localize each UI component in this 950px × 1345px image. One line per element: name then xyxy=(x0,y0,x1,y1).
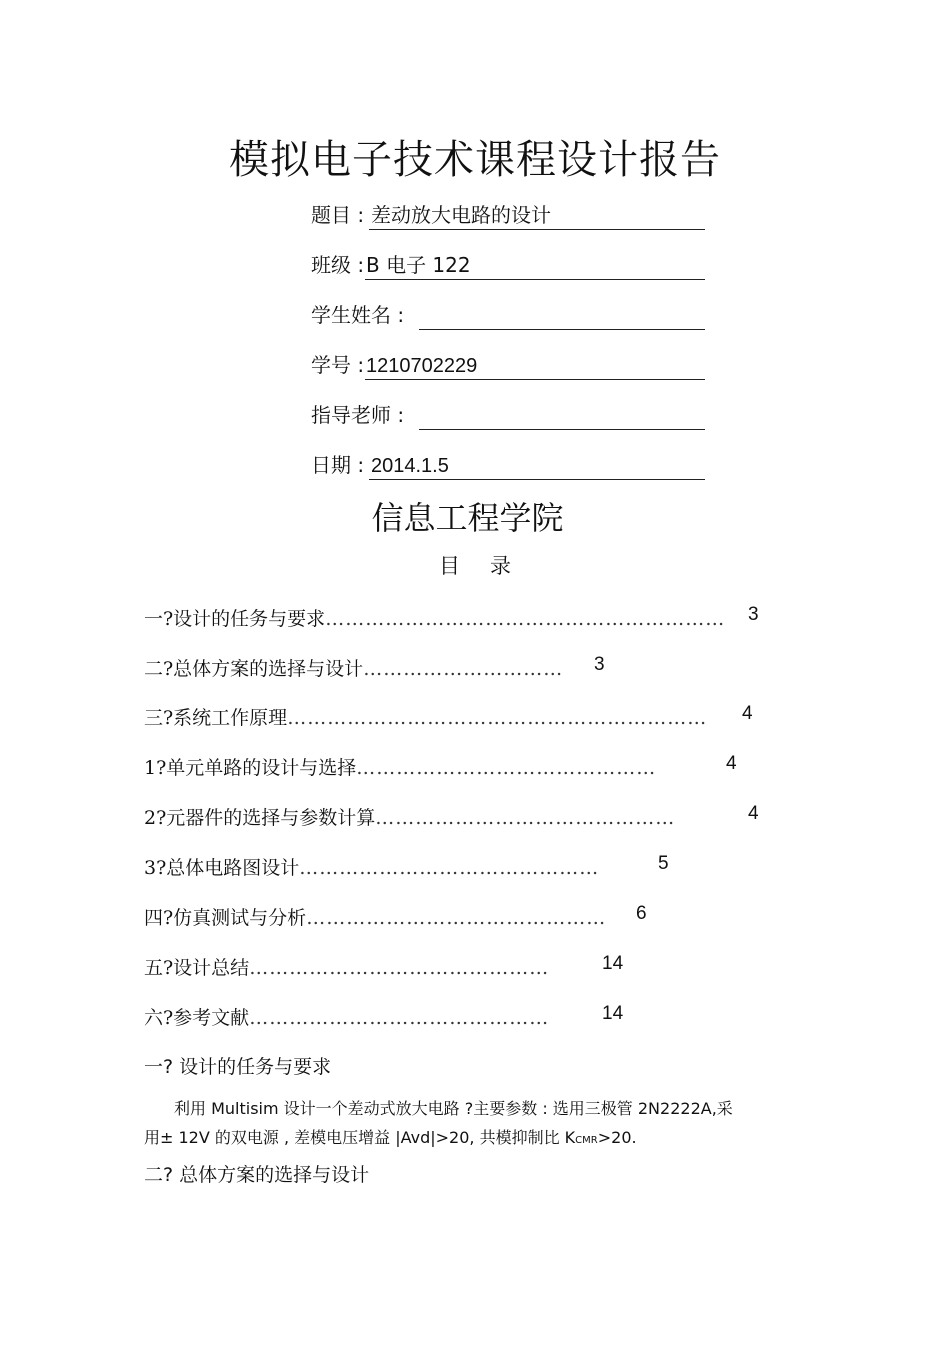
toc-item-label: 2?元器件的选择与参数计算 xyxy=(144,807,376,829)
field-class-label: 班级 : xyxy=(311,253,365,277)
toc-item xyxy=(144,654,614,680)
field-date-label: 日期 : xyxy=(311,453,365,477)
field-student-name-label: 学生姓名 : xyxy=(311,303,405,327)
toc-item xyxy=(144,1003,704,1029)
toc-item-label: 一?设计的任务与要求 xyxy=(144,608,326,630)
toc-item-label: 五?设计总结 xyxy=(144,957,250,979)
toc-item xyxy=(144,953,704,979)
toc-item-page: 4 xyxy=(742,703,753,724)
toc-item-page: 14 xyxy=(602,1003,624,1024)
section-heading-scheme: 二? 总体方案的选择与设计 xyxy=(144,1164,370,1186)
section-task-line-1: 利用 Multisim 设计一个差动式放大电路 ?主要参数 : 选用三极管 2N2222A,采 xyxy=(174,1099,733,1118)
toc-item-label: 四?仿真测试与分析 xyxy=(144,907,307,929)
toc-item-page: 5 xyxy=(658,853,669,874)
toc-item-dots: …………………………………………………… xyxy=(325,608,726,630)
toc-item-dots: ……………………………………… xyxy=(249,957,550,979)
field-student-name-underline xyxy=(419,329,705,330)
field-advisor xyxy=(311,400,705,430)
toc-heading: 目录 xyxy=(439,554,541,578)
toc-item-dots: ……………………………………… xyxy=(249,1007,550,1029)
toc-item-label: 六?参考文献 xyxy=(144,1007,250,1029)
toc-item-label: 3?总体电路图设计 xyxy=(144,857,300,879)
college-name: 信息工程学院 xyxy=(371,499,564,537)
field-topic-underline xyxy=(369,229,705,230)
toc-item-label: 1?单元单路的设计与选择 xyxy=(144,757,357,779)
field-class-value: B 电子 122 xyxy=(366,253,471,277)
field-student-id-value: 1210702229 xyxy=(366,355,478,377)
toc-item-dots: ……………………………………… xyxy=(306,907,607,929)
field-class xyxy=(311,250,705,280)
toc-item-label: 二?总体方案的选择与设计 xyxy=(144,658,364,680)
toc-item-page: 6 xyxy=(636,903,647,924)
toc-item-dots: ………………………… xyxy=(363,658,564,680)
toc-item-page: 4 xyxy=(726,753,737,774)
report-title: 模拟电子技术课程设计报告 xyxy=(229,137,721,183)
toc-item xyxy=(144,853,704,879)
toc-item-dots: ……………………………………… xyxy=(299,857,600,879)
field-student-id-underline xyxy=(365,379,705,380)
toc-item-page: 3 xyxy=(594,654,605,675)
toc-item-page: 4 xyxy=(748,803,759,824)
field-student-id-label: 学号 : xyxy=(311,353,365,377)
toc-item-page: 3 xyxy=(748,604,759,625)
field-date-underline xyxy=(369,479,705,480)
field-topic xyxy=(311,200,705,230)
field-topic-label: 题目 : xyxy=(311,203,365,227)
field-advisor-label: 指导老师 : xyxy=(311,403,405,427)
toc-item-dots: ……………………………………………………… xyxy=(287,707,708,729)
field-date xyxy=(311,450,705,480)
field-date-value: 2014.1.5 xyxy=(371,455,449,477)
section-task-line-2-text: 用± 12V 的双电源 , 差模电压增益 |Avd|>20, 共模抑制比 K xyxy=(144,1128,576,1147)
toc-item-label: 三?系统工作原理 xyxy=(144,707,288,729)
field-advisor-underline xyxy=(419,429,705,430)
toc-item xyxy=(144,803,774,829)
field-class-underline xyxy=(365,279,705,280)
toc-item xyxy=(144,903,704,929)
toc-item-page: 14 xyxy=(602,953,624,974)
field-student-name xyxy=(311,300,705,330)
field-topic-value: 差动放大电路的设计 xyxy=(371,203,551,227)
toc-item xyxy=(144,703,764,729)
section-task-line-2-end: >20. xyxy=(597,1128,637,1147)
cmr-subscript: CMR xyxy=(575,1135,598,1146)
toc-item-dots: ……………………………………… xyxy=(375,807,676,829)
section-heading-task: 一? 设计的任务与要求 xyxy=(144,1056,332,1078)
toc-item xyxy=(144,753,764,779)
toc-item xyxy=(144,604,764,630)
field-student-id xyxy=(311,350,705,380)
toc-item-dots: ……………………………………… xyxy=(356,757,657,779)
section-task-line-2 xyxy=(144,1125,637,1148)
